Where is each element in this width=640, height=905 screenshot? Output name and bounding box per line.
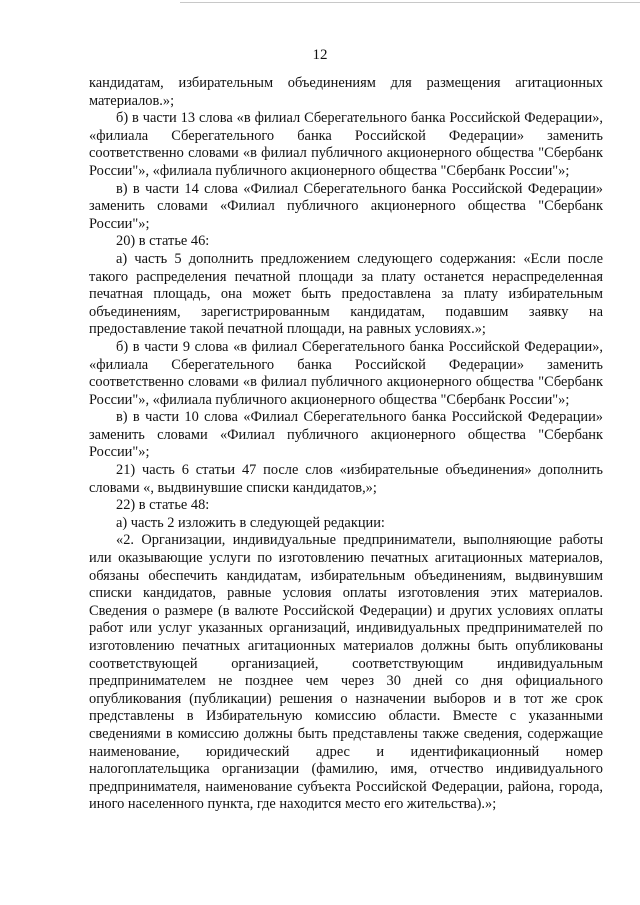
paragraph-point-20: 20) в статье 46: xyxy=(116,233,210,250)
scan-top-edge xyxy=(180,2,640,3)
paragraph-item-a-part-5: а) часть 5 дополнить предложением следующего содержания: «Если после такого распределения печатной площади за плату останется нераспределенная печатная площадь, она может быть предоставлена за плату избирательным объединениям, зарегистрированным кандидатам, подавшим заявку на предоставление такой печатной площади, на равных условиях.»; xyxy=(89,250,603,338)
paragraph-continuation: кандидатам, избирательным объединениям для размещения агитационных материалов.»; xyxy=(89,75,603,109)
page-number: 12 xyxy=(312,47,328,63)
paragraph-item-v-part-10: в) в части 10 слова «Филиал Сберегательного банка Российской Федерации» заменить словами «Филиал публичного акционерного общества "Сбербанк России"»; xyxy=(89,409,603,461)
paragraph-item-v-part-14: в) в части 14 слова «Филиал Сберегательного банка Российской Федерации» заменить словами «Филиал публичного акционерного общества "Сбербанк России"»; xyxy=(89,180,603,232)
paragraph-item-b-part-9: б) в части 9 слова «в филиал Сберегательного банка Российской Федерации», «филиала Сберегательного банка Российской Федерации» заменить соответственно словами «в филиал публичного акционерного общества "Сбербанк России"», «филиала публичного акционерного общества "Сбербанк России"»; xyxy=(89,338,603,408)
paragraph-item-a-part-2: а) часть 2 изложить в следующей редакции: xyxy=(116,514,385,531)
paragraph-point-22: 22) в статье 48: xyxy=(116,497,210,514)
document-body xyxy=(89,75,603,814)
paragraph-new-part-2-text: «2. Организации, индивидуальные предприниматели, выполняющие работы или оказывающие услуги по изготовлению печатных агитационных материалов, обязаны обеспечить кандидатам, избирательным объединениям, выдвинувшим списки кандидатов, равные условия оплаты изготовления этих материалов. Сведения о размере (в валюте Российской Федерации) и других условиях оплаты работ или услуг указанных организаций, индивидуальных предпринимателей по изготовлению печатных агитационных материалов должны быть опубликованы соответствующей организацией, соответствующим индивидуальным предпринимателем не позднее чем через 30 дней со дня официального опубликования (публикации) решения о назначении выборов и в тот же срок представлены в Избирательную комиссию области. Вместе с указанными сведениями в комиссию должны быть представлены также сведения, содержащие наименование, юридический адрес и идентификационный номер налогоплательщика организации (фамилию, имя, отчество индивидуального предпринимателя, наименование субъекта Российской Федерации, района, города, иного населенного пункта, где находится место его жительства).»; xyxy=(89,532,603,813)
paragraph-point-21: 21) часть 6 статьи 47 после слов «избирательные объединения» дополнить словами «, выдвинувшие списки кандидатов,»; xyxy=(89,462,603,496)
paragraph-item-b-part-13: б) в части 13 слова «в филиал Сберегательного банка Российской Федерации», «филиала Сберегательного банка Российской Федерации» заменить соответственно словами «в филиал публичного акционерного общества "Сбербанк России"», «филиала публичного акционерного общества "Сбербанк России"»; xyxy=(89,110,603,179)
